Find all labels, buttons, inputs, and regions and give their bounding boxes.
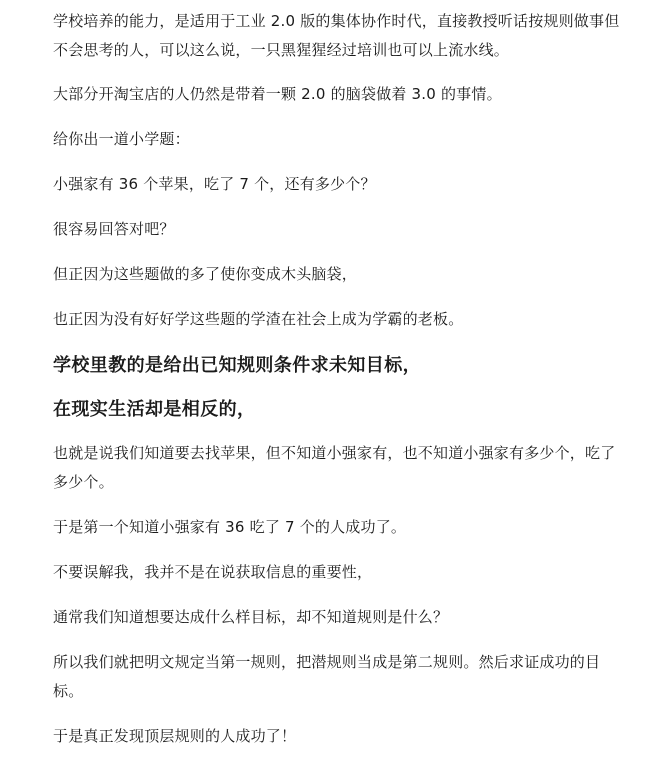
- paragraph-12: 所以我们就把明文规定当第一规则，把潜规则当成是第二规则。然后求证成功的目标。: [53, 653, 601, 700]
- paragraph-6: 但正因为这些题做的多了使你变成木头脑袋，: [53, 265, 358, 283]
- paragraph-11: 通常我们知道想要达成什么样目标，却不知道规则是什么？: [53, 608, 449, 626]
- paragraph-7: 也正因为没有好好学这些题的学渣在社会上成为学霸的老板。: [53, 310, 464, 328]
- paragraph-1: 学校培养的能力，是适用于工业 2.0 版的集体协作时代，直接教授听话按规则做事但不会思考的人，可以这么说，一只黑猩猩经过培训也可以上流水线。: [53, 12, 620, 59]
- paragraph-13: 于是真正发现顶层规则的人成功了！: [53, 727, 297, 745]
- paragraph-3: 给你出一道小学题：: [53, 130, 190, 148]
- heading-2: 在现实生活却是相反的，: [53, 399, 256, 420]
- paragraph-4: 小强家有 36 个苹果，吃了 7 个，还有多少个？: [53, 175, 376, 193]
- paragraph-2: 大部分开淘宝店的人仍然是带着一颗 2.0 的脑袋做着 3.0 的事情。: [53, 85, 502, 103]
- paragraph-10: 不要误解我，我并不是在说获取信息的重要性，: [53, 563, 373, 581]
- paragraph-8: 也就是说我们知道要去找苹果，但不知道小强家有，也不知道小强家有多少个，吃了多少个。: [53, 444, 616, 491]
- heading-1: 学校里教的是给出已知规则条件求未知目标，: [53, 355, 421, 376]
- paragraph-9: 于是第一个知道小强家有 36 吃了 7 个的人成功了。: [53, 518, 407, 536]
- paragraph-5: 很容易回答对吧？: [53, 220, 175, 238]
